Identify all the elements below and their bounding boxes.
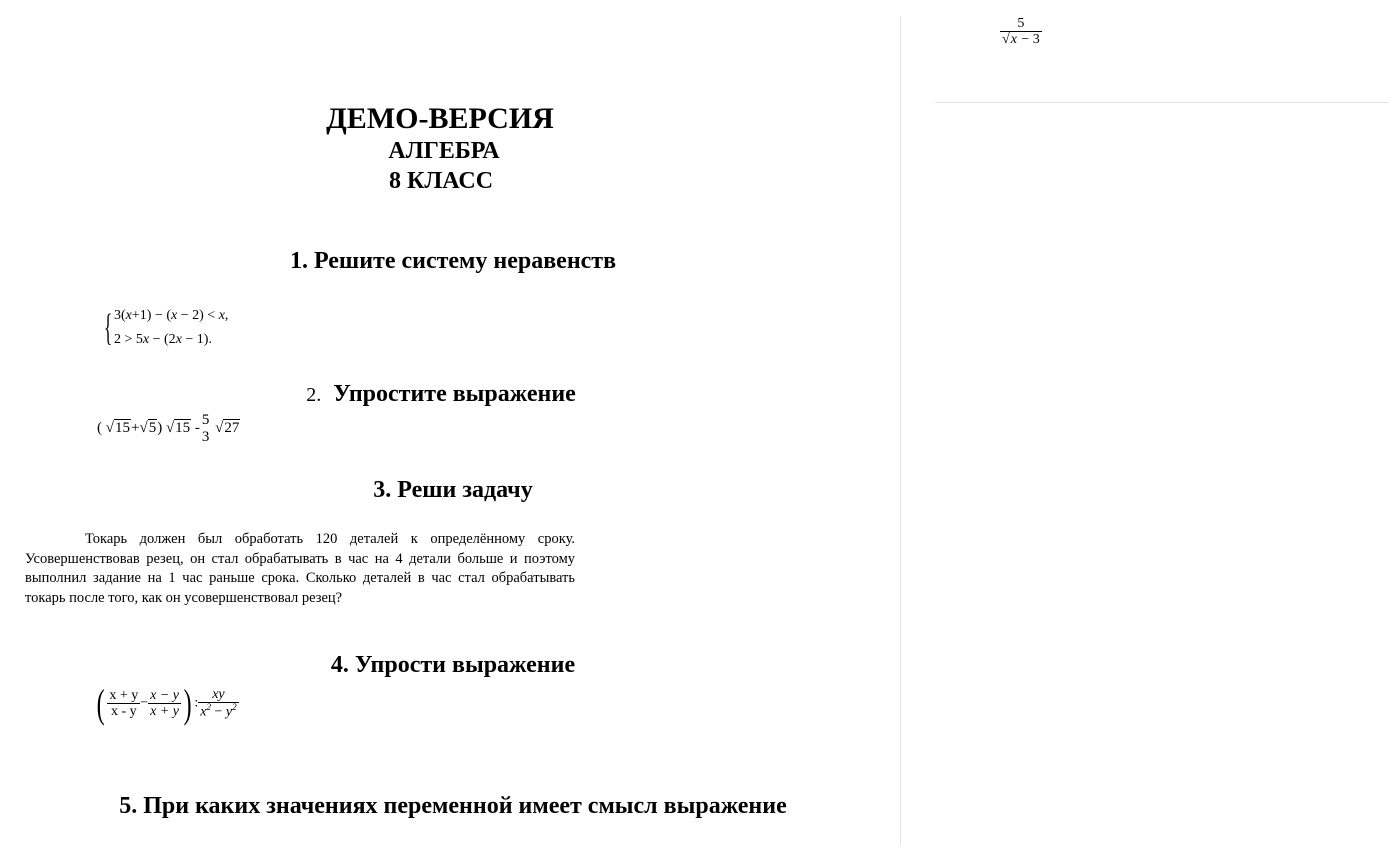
inequality-row-2 [114, 332, 212, 348]
task-number: 3. [373, 477, 392, 503]
operator: + [130, 419, 140, 436]
big-paren: ( [96, 681, 105, 726]
task-number: 5. [119, 793, 138, 819]
doc-subject: АЛГЕБРА [388, 138, 500, 164]
expr-part: 2 > 5 [114, 332, 143, 347]
task-number: 1. [289, 248, 308, 274]
page-divider [900, 16, 901, 845]
big-paren: ) [183, 681, 192, 726]
expr-part: − 3 [1017, 32, 1040, 48]
paren: ( [97, 419, 102, 436]
task-title: Реши задачу [397, 477, 533, 503]
sqrt-15: √15 [105, 419, 130, 436]
task-title: Упрости выражение [354, 652, 576, 678]
doc-title: ДЕМО-ВЕРСИЯ [326, 102, 554, 135]
rational-expression [94, 680, 239, 727]
radicand: 5 [148, 419, 157, 436]
task-2-heading [306, 381, 576, 408]
task-title: При каких значениях переменной имеет смысл выражение [143, 793, 787, 819]
denominator [1000, 31, 1042, 47]
variable: y [225, 704, 233, 720]
variable: x [142, 332, 150, 347]
numerator: 5 [1017, 16, 1025, 31]
page-divider-horizontal [935, 102, 1389, 103]
variable: x [125, 308, 132, 323]
sqrt-15-b: √15 [165, 419, 191, 436]
denominator: x + y [150, 704, 180, 719]
numerator: x + y [109, 687, 139, 703]
denominator [198, 702, 238, 720]
numerator: x − y [150, 687, 180, 703]
variable: x [218, 308, 225, 323]
inequality-row-1 [114, 308, 228, 324]
radicand: 15 [114, 419, 130, 436]
operator: - [194, 419, 200, 436]
paren: ) [157, 419, 163, 436]
radicand: 15 [175, 419, 191, 436]
variable: x [1010, 32, 1017, 48]
exponent: 2 [232, 702, 237, 713]
numerator: 5 [201, 412, 210, 428]
fraction-1 [107, 688, 140, 720]
task-number: 4. [330, 652, 349, 678]
doc-grade: 8 КЛАСС [388, 168, 494, 194]
task-1-heading [290, 248, 616, 275]
fraction-5-3 [200, 412, 212, 445]
sqrt-27: √27 [215, 419, 240, 436]
radicand [1010, 31, 1018, 47]
sqrt-x: √x [1002, 32, 1017, 48]
radical-expression [97, 412, 240, 445]
fraction-5 [1000, 16, 1042, 48]
task-title: Решите систему неравенств [313, 248, 617, 274]
sqrt-5: √5 [139, 419, 157, 436]
expr-part: − 1). [181, 332, 212, 347]
operator: : [194, 695, 199, 711]
variable: x [200, 704, 207, 720]
exponent: 2 [206, 702, 211, 713]
operator: − [140, 695, 149, 711]
task-title: Упростите выражение [333, 381, 576, 407]
variable: x [175, 332, 182, 347]
denominator: x - y [107, 703, 140, 719]
task-3-heading [373, 477, 532, 504]
expr-part: , [224, 308, 229, 323]
expr-part: 3( [114, 308, 126, 323]
operator: − [210, 704, 226, 720]
variable: x [171, 308, 178, 323]
expr-part: − 2) < [177, 308, 219, 323]
brace: { [104, 307, 113, 349]
task-5-heading [119, 793, 787, 820]
task-number: 2. [306, 384, 322, 406]
radicand: 27 [224, 419, 240, 436]
word-problem-text: Токарь должен был обработать 120 деталей к определённому сроку. Усовершенствовав резец, он стал обрабатывать в час на 4 детали больше и поэтому выполнил задание на 1 час раньше срока. Сколько деталей в час стал обрабатывать токарь после того, как он усовершенствовал резец? [25, 531, 575, 606]
fraction-2 [148, 688, 181, 720]
fraction-3 [198, 687, 238, 720]
expr-part: +1) − ( [131, 308, 172, 323]
domain-expression [1000, 16, 1042, 48]
denominator: 3 [201, 428, 210, 445]
expr-part: − (2 [149, 332, 176, 347]
numerator: xy [212, 686, 225, 702]
task-4-heading [331, 652, 575, 679]
